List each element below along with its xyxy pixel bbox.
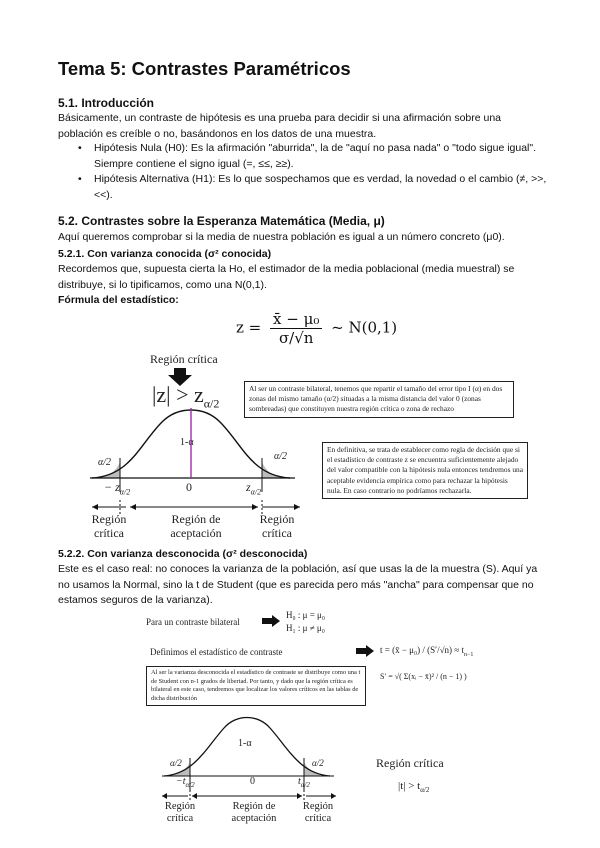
fig2-region-center: Región de aceptación <box>231 801 277 824</box>
fig2-tick-left: $-t_{\alpha/2}$ <box>176 776 195 789</box>
fig1-alpha-left: α/2 <box>98 457 112 468</box>
fig2-tick-right: $t_{\alpha/2}$ <box>298 776 310 789</box>
fig2-stat-label: Definimos el estadístico de contraste <box>150 647 283 657</box>
fig2-critical-title: Región crítica <box>376 756 444 770</box>
fig1-tick-center: 0 <box>186 480 192 494</box>
fig1-tick-right: $z_{\alpha/2}$ <box>246 480 262 497</box>
fig1-region-left: Región crítica <box>91 512 127 540</box>
fig1-tick-left: − $z_{\alpha/2}$ <box>104 480 131 497</box>
list-item: • Hipótesis Nula (H0): Es la afirmación "aburrida", la de "aquí no pasa nada" o "todo sigue igual". Siempre contiene el signo igual (=, ≤≤, ≥≥). <box>78 141 548 172</box>
fig2-note: Al ser la varianza desconocida el estadístico de contraste se distribuye como una t de Student con n-1 grados de libertad. Por tanto, y dado que la región crítica es bilateral en este caso, tendremos que localizar los valores críticos en las tablas de dicha distribución <box>146 666 366 706</box>
fig2-center-label: 1-α <box>238 738 252 749</box>
fig2-critical-condition: $|t| > t_{\alpha/2}$ <box>398 780 430 795</box>
fig2-s-formula: S′ = √( Σ(xᵢ − x̄)² / (n − 1) ) <box>380 672 467 681</box>
hypothesis-list <box>78 141 548 203</box>
section-heading-5-1: 5.1. Introducción <box>58 96 155 110</box>
page-title: Tema 5: Contrastes Paramétricos <box>58 58 351 79</box>
fig2-alpha-left: α/2 <box>170 758 182 768</box>
fig2-t-formula: t = (x̄ − $\mu_0) / (S'/√n) \approx t_{n-1}$ <box>380 645 474 658</box>
fig2-tick-center: 0 <box>250 776 255 787</box>
section-5-1-intro: Básicamente, un contraste de hipótesis es una prueba para decidir si una afirmación sobre una población es creíble o no, basándonos en los datos de una muestra. <box>58 112 502 140</box>
fig1-note-bilateral: Al ser un contraste bilateral, tenemos que repartir el tamaño del error tipo I (α) en dos zonas del mismo tamaño (α/2) situadas a la misma distancia del valor 0 (zonas sombreadas) que constituyen nuestra región crítica o zona de rechazo <box>244 381 514 418</box>
fig1-region-center: Región de aceptación <box>170 512 222 540</box>
fig1-region-right: Región crítica <box>259 512 295 540</box>
section-heading-5-2: 5.2. Contrastes sobre la Esperanza Matemática (Media, μ) <box>58 214 385 228</box>
right-tail-shading <box>262 462 284 478</box>
formula-label: Fórmula del estadístico: <box>58 294 179 306</box>
right-arrow-icon <box>356 645 374 657</box>
fig2-region-left: Región crítica <box>164 801 196 824</box>
right-arrow-icon <box>262 615 280 627</box>
section-5-2-2-text: Este es el caso real: no conoces la varianza de la población, así que usas la de la muestra (S). Aquí ya no usamos la Normal, sino la t de Student (que es parecida pero más "ancha" para compensar que no estamos seguros de la varianza). <box>58 563 538 606</box>
fig2-bilateral-label: Para un contraste bilateral <box>146 617 240 627</box>
fig1-condition: $|z| > z_{\alpha/2}$ <box>152 382 220 411</box>
fig2-h1: H₁ : μ ≠ μ₀ <box>286 623 325 633</box>
fig1-center-label: 1-α <box>180 437 194 448</box>
z-statistic-formula: z = $\frac{\text{x̄ − μ₀}}{\sigma/√n}$ ~ N(0,1) <box>236 310 398 347</box>
fig1-critical-region-label: Región crítica <box>150 352 218 366</box>
fig1-alpha-right: α/2 <box>274 451 288 462</box>
section-5-2-1-text: Recordemos que, supuesta cierta la Ho, el estimador de la media poblacional (media muestral) se distribuye, si lo tipificamos, como una N(0,1). <box>58 263 515 291</box>
fig2-h0: H₀ : μ = μ₀ <box>286 610 326 620</box>
fig2-alpha-right: α/2 <box>312 758 324 768</box>
fig1-note-decision: En definitiva, se trata de establecer como regla de decisión que si el estadístico de contraste z se encuentra suficientemente alejado del valor compatible con la hipótesis nula entonces tendremos una aceptable evidencia empírica como para rechazar la hipótesis nula. En caso contrario no podríamos rechazarla. <box>322 442 528 499</box>
list-item: • Hipótesis Alternativa (H1): Es lo que sospechamos que es verdad, la novedad o el cambio (≠, >>, <<). <box>78 172 548 203</box>
fig2-region-right: Región crítica <box>302 801 334 824</box>
section-5-2-text: Aquí queremos comprobar si la media de nuestra población es igual a un número concreto (μ0). <box>58 231 505 243</box>
section-heading-5-2-2: 5.2.2. Con varianza desconocida (σ² desconocida) <box>58 548 308 560</box>
section-heading-5-2-1: 5.2.1. Con varianza conocida (σ² conocida) <box>58 248 272 260</box>
